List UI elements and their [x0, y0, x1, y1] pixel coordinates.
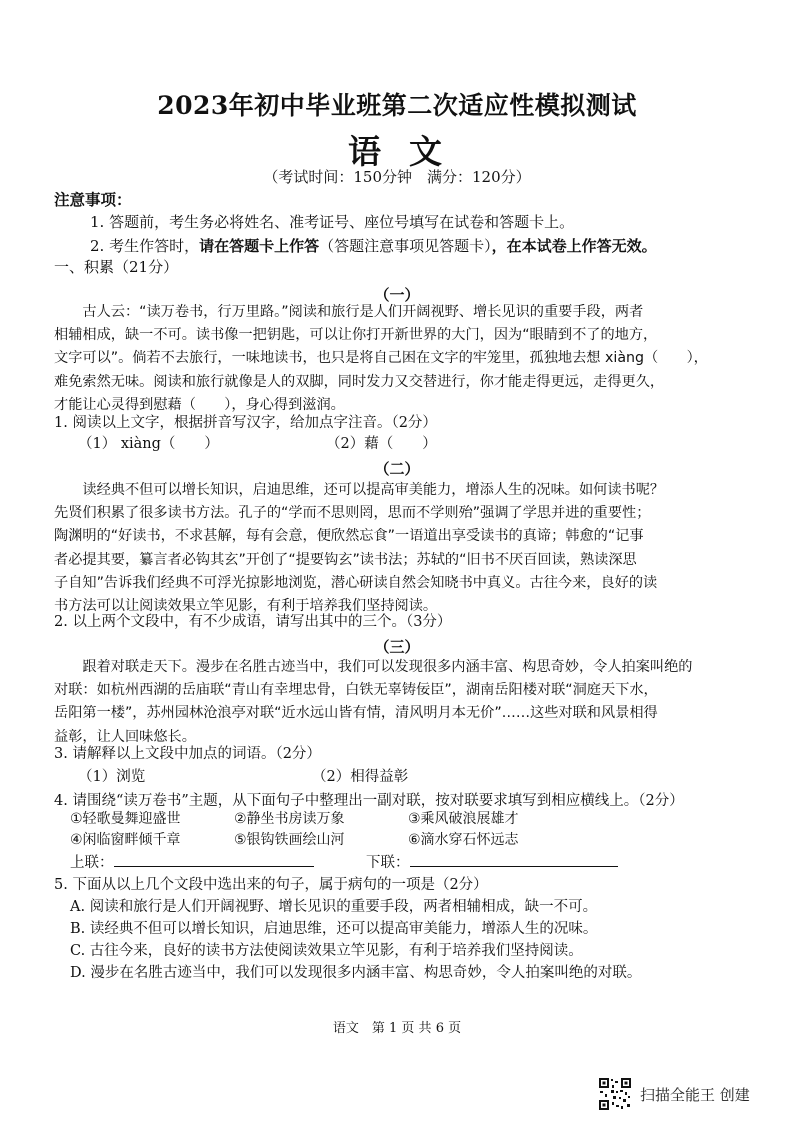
q4-option-4: ④闲临窗畔倾千章 [70, 832, 181, 848]
note-item-1: 1. 答题前，考生务必将姓名、准考证号、座位号填写在试卷和答题卡上。 [90, 213, 575, 231]
q4-lower-couplet: 下联： [366, 851, 618, 872]
q4-option-6: ⑥滴水穿石怀远志 [408, 832, 519, 848]
upper-answer-line[interactable] [114, 852, 314, 867]
paragraph-2: 读经典不但可以增长知识，启迪思维，还可以提高审美能力，增添人生的况味。如何读书呢？ 先贤们积累了很多读书方法。孔子的“学而不思则罔，思而不学则殆”强调了学思并进的重要性； 陶渊明的“好读书，不求甚解，每有会意，便欣然忘食”一语道出享受读书的真谛；韩愈的“记事 者必提其要，纂言者必钩其玄”开创了“提要钩玄”读书法；苏轼的“旧书不厌百回读，熟读深思 子自知”告诉我们经典不可浮光掠影地浏览，潜心研读自然会知晓书中真义。古往今来，良好的读 书方法可以让阅读效果立竿见影，有利于培养我们坚持阅读。 [54, 482, 665, 615]
paragraph-3: 跟着对联走天下。漫步在名胜古迹当中，我们可以发现很多内涵丰富、构思奇妙，令人拍案叫绝的 对联：如杭州西湖的岳庙联“青山有幸埋忠骨，白铁无辜铸佞臣”，湖南岳阳楼对联“洞庭天下水， 岳阳第一楼”，苏州园林沧浪亭对联“近水远山皆有情，清风明月本无价”……这些对联和风景相得 益彰，让人回味悠长。 [54, 659, 693, 745]
note-item-2: 2. 考生作答时，请在答题卡上作答（答题注意事项见答题卡），在本试卷上作答无效。 [90, 237, 657, 255]
part-1-label: （一） [374, 286, 420, 304]
paragraph-1: 古人云：“读万卷书，行万里路。”阅读和旅行是人们开阔视野、增长见识的重要手段，两者 相辅相成，缺一不可。读书像一把钥匙，可以让你打开新世界的大门，因为“眼睛到不了的地方， 文字可以”。倘若不去旅行，一味地读书，也只是将自己困在文字的牢笼里，孤独地去想 xiàng（ ）， 难免索然无味。阅读和旅行就像是人的双脚，同时发力又交替进行，你才能走得更远，走得更久， 才能让心灵得到慰藉（ ），身心得到滋润。 [54, 304, 708, 413]
question-5: 5. 下面从以上几个文段中选出来的句子，属于病句的一项是（2分） [54, 877, 488, 893]
q4-option-1: ①轻歌曼舞迎盛世 [70, 811, 181, 827]
q4-upper-couplet: 上联： [70, 851, 314, 872]
q4-option-2: ②静坐书房读万象 [234, 811, 345, 827]
question-3-a: （1）浏览 [78, 769, 146, 785]
q5-option-a: A. 阅读和旅行是人们开阔视野、增长见识的重要手段，两者相辅相成，缺一不可。 [70, 899, 598, 915]
part-2-label: （二） [374, 460, 420, 478]
question-3: 3. 请解释以上文段中加点的词语。（2分） [54, 746, 321, 762]
scanner-watermark: 扫描全能王 创建 [640, 1086, 750, 1104]
part-3-label: （三） [374, 638, 420, 656]
question-4: 4. 请围绕“读万卷书”主题，从下面句子中整理出一副对联，按对联要求填写到相应横线上。（2分） [54, 793, 684, 809]
subject-title: 语文 [348, 132, 470, 171]
question-3-b: （2）相得益彰 [312, 769, 409, 785]
qr-code-icon [598, 1077, 632, 1111]
lower-answer-line[interactable] [410, 852, 618, 867]
section-1-heading: 一、积累（21分） [54, 258, 179, 276]
question-1-b: （2）藉（ ） [326, 436, 437, 452]
q5-option-b: B. 读经典不但可以增长知识，启迪思维，还可以提高审美能力，增添人生的况味。 [70, 921, 598, 937]
q5-option-d: D. 漫步在名胜古迹当中，我们可以发现很多内涵丰富、构思奇妙，令人拍案叫绝的对联。 [70, 965, 642, 981]
page-footer: 语文 第 1 页 共 6 页 [332, 1021, 462, 1036]
exam-info: （考试时间：150分钟 满分：120分） [263, 168, 531, 186]
question-2: 2. 以上两个文段中，有不少成语，请写出其中的三个。（3分） [54, 614, 452, 630]
exam-title: 2023年初中毕业班第二次适应性模拟测试 [157, 91, 637, 120]
q4-option-5: ⑤银钩铁画绘山河 [234, 832, 345, 848]
notes-heading: 注意事项： [54, 190, 132, 209]
q4-option-3: ③乘风破浪展雄才 [408, 811, 519, 827]
q5-option-c: C. 古往今来，良好的读书方法使阅读效果立竿见影，有利于培养我们坚持阅读。 [70, 943, 583, 959]
question-1-a: （1） xiàng（ ） [78, 436, 219, 452]
question-1: 1. 阅读以上文字，根据拼音写汉字，给加点字注音。（2分） [54, 415, 437, 431]
